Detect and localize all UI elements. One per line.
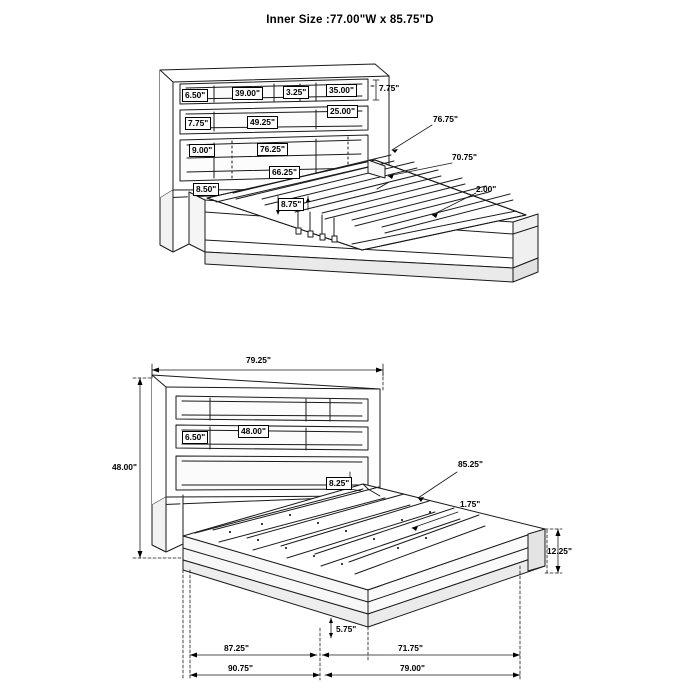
dim-25-00-top: 25.00" xyxy=(327,105,358,118)
dim-48-00-height: 48.00" xyxy=(112,462,137,472)
dim-66-25-top: 66.25" xyxy=(269,166,300,179)
dim-76-75-top: 76.75" xyxy=(433,114,458,124)
dim-8-75-top: 8.75" xyxy=(278,198,304,211)
dim-85-25-bottom: 85.25" xyxy=(458,459,483,469)
dim-87-25-bottom: 87.25" xyxy=(224,643,249,653)
dim-12-25-bottom: 12.25" xyxy=(547,546,572,556)
dim-7-75-top-a: 7.75" xyxy=(379,83,400,93)
dim-49-25-top: 49.25" xyxy=(247,116,278,129)
dim-48-00-inner: 48.00" xyxy=(238,425,269,438)
dim-8-50-top: 8.50" xyxy=(193,183,219,196)
dim-3-25-top: 3.25" xyxy=(283,86,309,99)
dim-8-25-bottom: 8.25" xyxy=(326,477,352,490)
page-title: Inner Size :77.00"W x 85.75"D xyxy=(266,14,434,26)
dim-79-00-bottom: 79.00" xyxy=(400,663,425,673)
dim-2-00-top: 2.00" xyxy=(476,184,497,194)
dim-6-50-top: 6.50" xyxy=(182,89,208,102)
dim-5-75-bottom: 5.75" xyxy=(336,624,357,634)
dim-1-75-bottom: 1.75" xyxy=(460,499,481,509)
dim-76-25-top: 76.25" xyxy=(257,143,288,156)
dim-90-75-bottom: 90.75" xyxy=(228,663,253,673)
dim-7-75-top-b: 7.75" xyxy=(185,117,211,130)
dim-6-50-bottom: 6.50" xyxy=(182,431,208,444)
dim-39-00-top: 39.00" xyxy=(232,87,263,100)
dim-35-00-top: 35.00" xyxy=(326,84,357,97)
dim-79-25-bottom: 79.25" xyxy=(246,355,271,365)
dim-9-00-top: 9.00" xyxy=(189,144,215,157)
dim-71-75-bottom: 71.75" xyxy=(398,643,423,653)
dim-70-75-top: 70.75" xyxy=(452,152,477,162)
